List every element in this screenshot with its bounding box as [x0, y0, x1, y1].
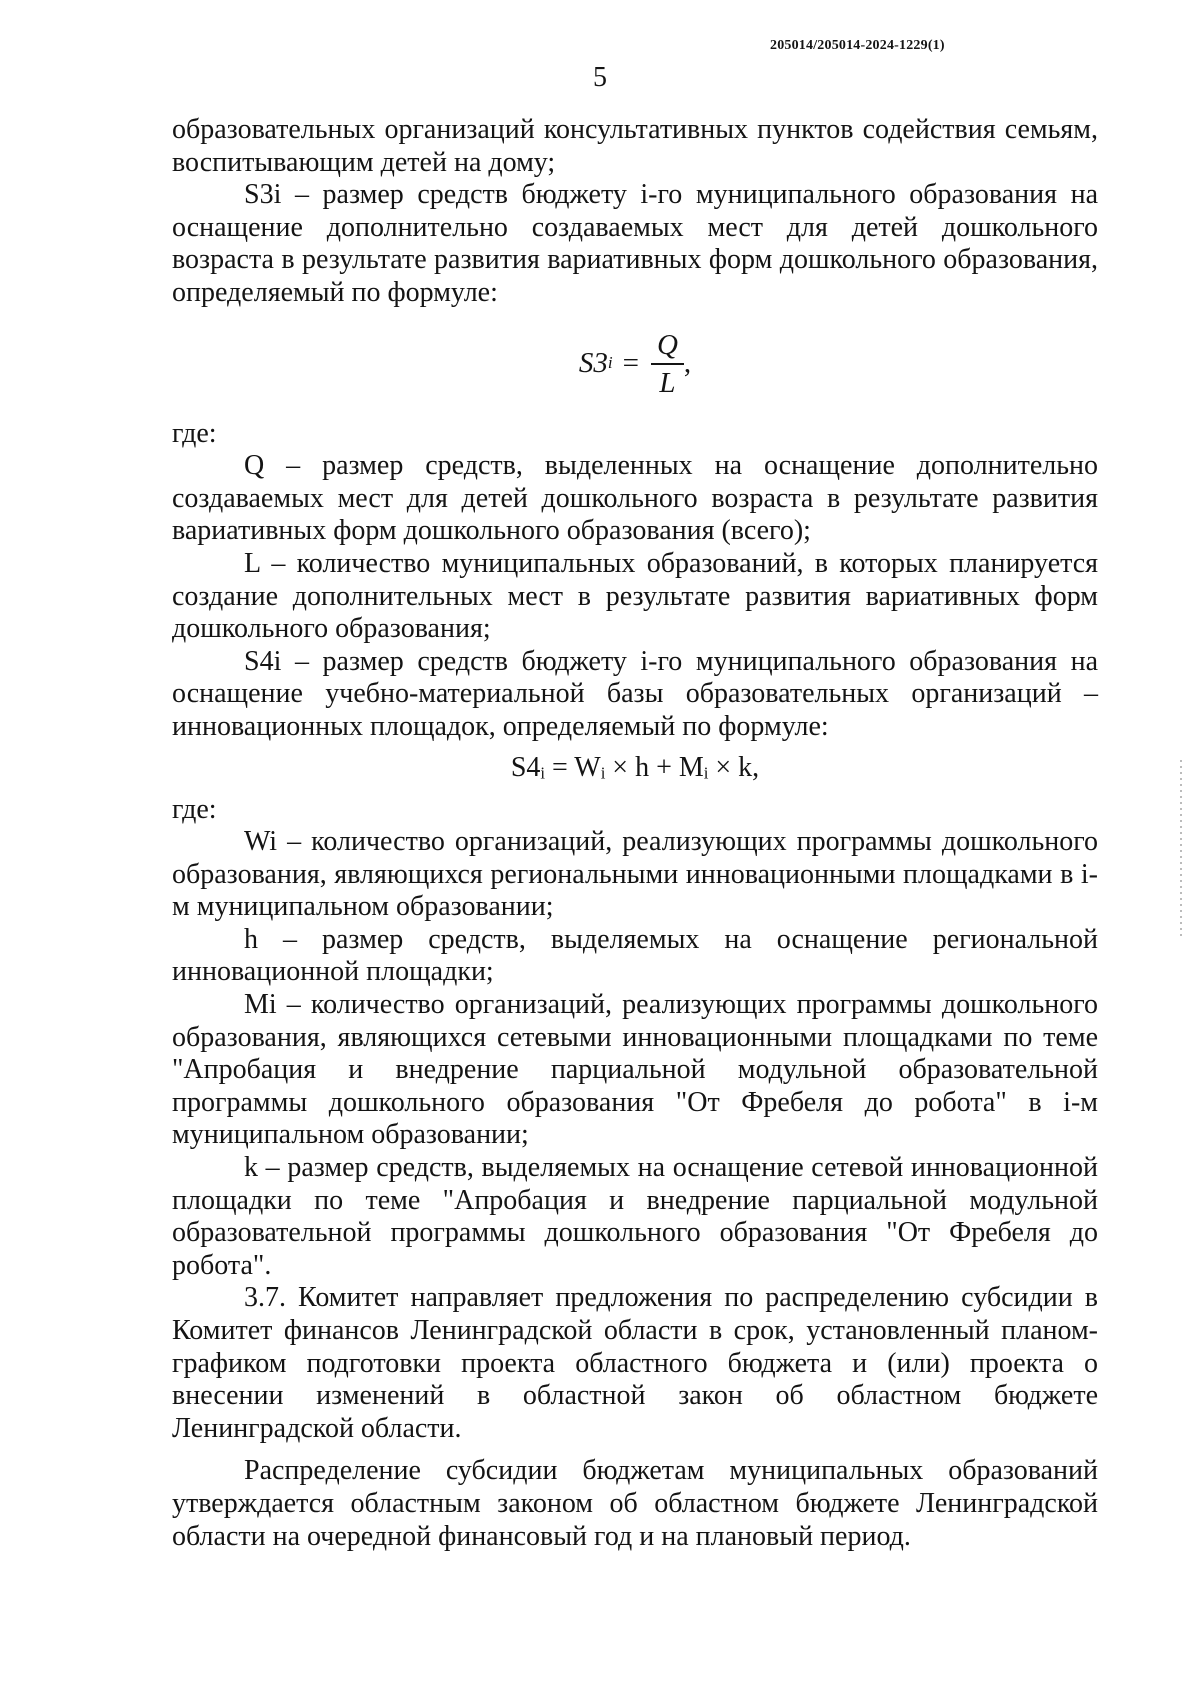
formula-s3-numerator: Q — [651, 329, 684, 365]
formula-s3-lhs: S3 — [578, 347, 608, 380]
page-number: 5 — [593, 62, 607, 93]
paragraph-q-definition: Q – размер средств, выделенных на оснащение дополнительно создаваемых мест для детей дошкольного возраста в результате развития вариативных форм дошкольного образования (всего); — [172, 450, 1098, 547]
formula-s3-lhs-sub: i — [607, 353, 613, 373]
paragraph-h-definition: h – размер средств, выделяемых на оснащение региональной инновационной площадки; — [172, 923, 1098, 988]
scan-margin-dots — [1180, 760, 1182, 940]
where-label-2: где: — [172, 793, 217, 825]
document-body — [172, 114, 1098, 1553]
paragraph-gap — [172, 1445, 1098, 1455]
formula-s3-equals: = — [622, 347, 639, 380]
paragraph-1: образовательных организаций консультативных пунктов содействия семьям, воспитывающим детей на дому; — [172, 114, 1098, 178]
formula-s4: S4ᵢ = Wᵢ × h + Mᵢ × k, — [510, 752, 760, 784]
paragraph-s3-definition: S3i – размер средств бюджету i-го муниципального образования на оснащение дополнительно создаваемых мест для детей дошкольного возраста в результате развития вариативных форм дошкольного образования, определяемый по формуле: — [172, 179, 1098, 308]
where-label-1: где: — [172, 417, 217, 449]
paragraph-3-7: 3.7. Комитет направляет предложения по распределению субсидии в Комитет финансов Ленинградской области в срок, установленный планом-графиком подготовки проекта областного бюджета и (или) проекта о внесении изменений в областной закон об областном бюджете Ленинградской области. — [172, 1282, 1098, 1444]
paragraph-s4-definition: S4i – размер средств бюджету i-го муниципального образования на оснащение учебно-материальной базы образовательных организаций – инновационных площадок, определяемый по формуле: — [172, 645, 1098, 742]
formula-s3-denominator: L — [659, 366, 676, 399]
formula-s3-fraction — [651, 329, 684, 399]
paragraph-l-definition: L – количество муниципальных образований, в которых планируется создание дополнительных мест в результате развития вариативных форм дошкольного образования; — [172, 547, 1098, 645]
paragraph-k-definition: k – размер средств, выделяемых на оснащение сетевой инновационной площадки по теме "Апробация и внедрение парциальной модульной образовательной программы дошкольного образования "От Фребеля до робота". — [172, 1152, 1098, 1281]
formula-s3 — [172, 310, 1098, 418]
paragraph-mi-definition: Mi – количество организаций, реализующих программы дошкольного образования, являющихся сетевыми инновационными площадками по теме "Апробация и внедрение парциальной модульной образовательной программы дошкольного образования "От Фребеля до робота" в i-м муниципальном образовании; — [172, 989, 1098, 1151]
document-id: 205014/205014-2024-1229(1) — [770, 38, 945, 53]
paragraph-wi-definition: Wi – количество организаций, реализующих программы дошкольного образования, являющихся региональными инновационными площадками в i-м муниципальном образовании; — [172, 826, 1098, 923]
paragraph-distribution: Распределение субсидии бюджетам муниципальных образований утверждается областным законом об областном бюджете Ленинградской области на очередной финансовый год и на плановый период. — [172, 1455, 1098, 1552]
formula-s3-tail: , — [683, 347, 692, 380]
